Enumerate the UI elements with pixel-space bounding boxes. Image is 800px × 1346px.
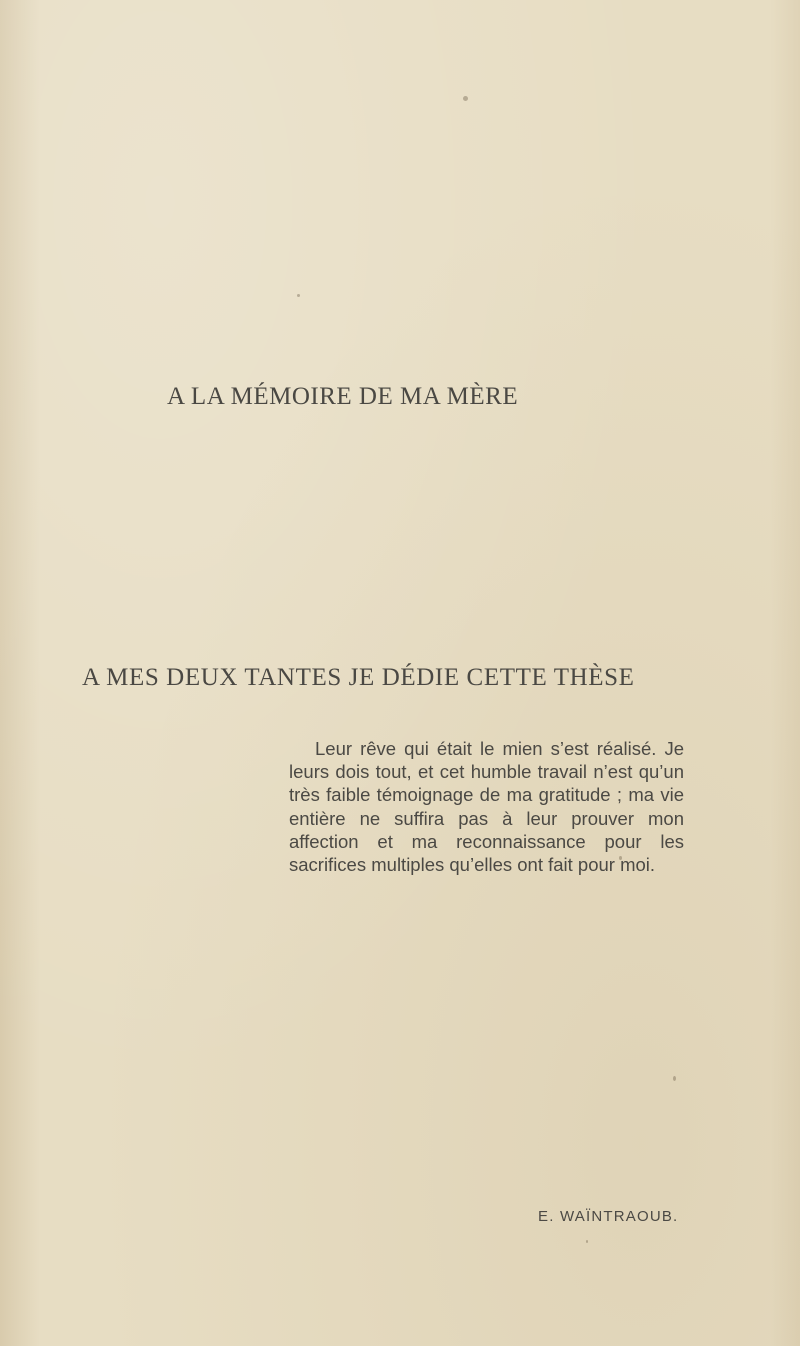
author-signature: E. WAÏNTRAOUB. [538,1208,679,1225]
paper-speck [619,856,622,860]
dedication-text: Leur rêve qui était le mien s’est réalisé. Je leurs dois tout, et cet humble travail n’est qu’un très faible témoignage de ma gratitude ; ma vie entière ne suffira pas à leur prouver mon affection et ma reconnaissance pour les sacrifices multiples qu’elles ont fait pour moi. [289,738,684,876]
paper-speck [297,294,300,297]
paper-speck [586,1240,588,1243]
paper-speck [463,96,468,101]
dedication-heading: A MES DEUX TANTES JE DÉDIE CETTE THÈSE [82,664,635,691]
dedication-paragraph [289,737,684,876]
paper-speck [673,1076,676,1081]
memorial-heading: A LA MÉMOIRE DE MA MÈRE [167,383,519,410]
